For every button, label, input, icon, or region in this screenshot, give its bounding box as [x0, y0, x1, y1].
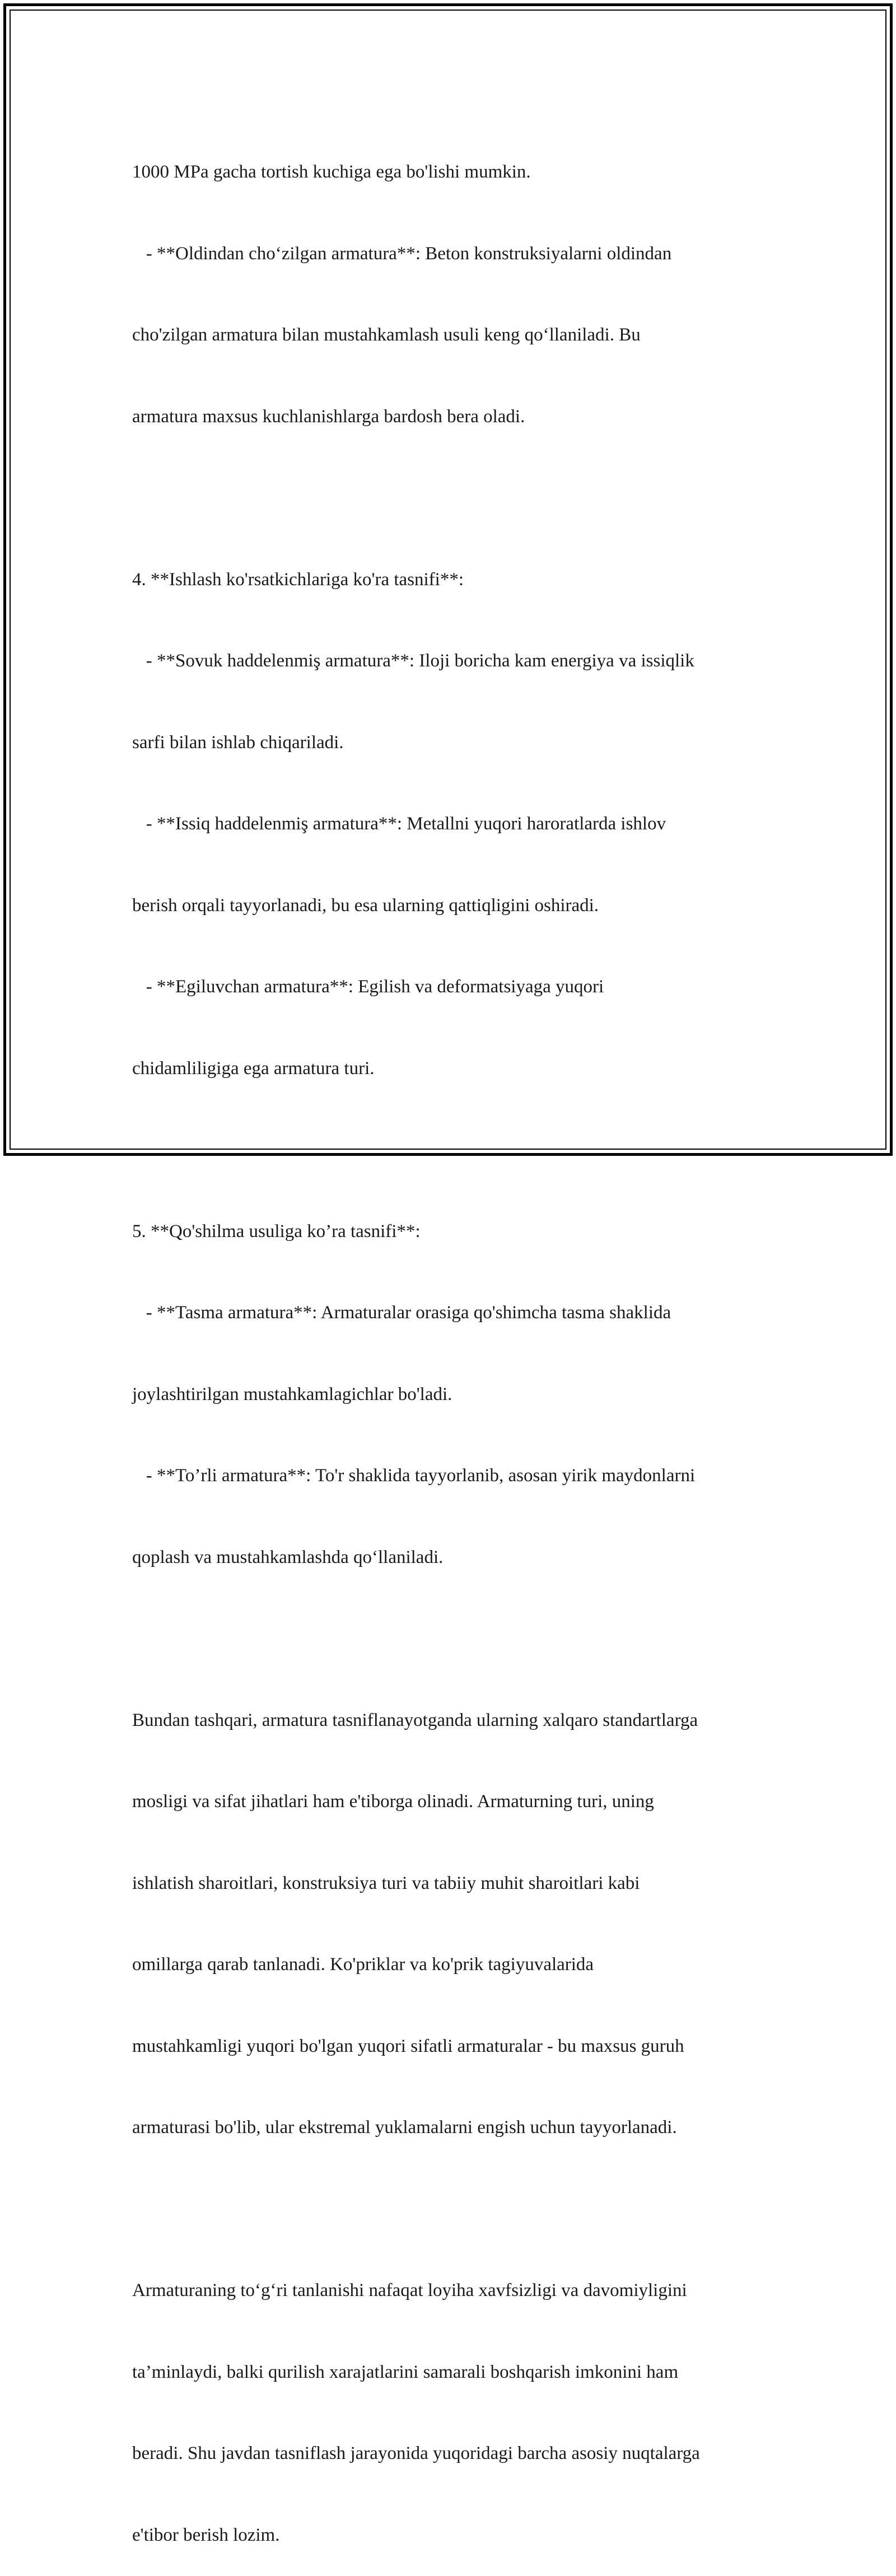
text-line: beradi. Shu javdan tasniflash jarayonida yuqoridagi barcha asosiy nuqtalarga [132, 2443, 700, 2463]
section-heading: 5. **Qo'shilma usuliga ko’ra tasnifi**: [132, 1221, 421, 1242]
text-line: - **Tasma armatura**: Armaturalar orasiga qo'shimcha tasma shaklida [132, 1303, 671, 1323]
text-line: armatura maxsus kuchlanishlarga bardosh bera oladi. [132, 406, 525, 427]
text-line: chidamliligiga ega armatura turi. [132, 1058, 375, 1079]
document-body [132, 104, 771, 2576]
text-line: e'tibor berish lozim. [132, 2524, 280, 2545]
text-line: mustahkamligi yuqori bo'lgan yuqori sifatli armaturalar - bu maxsus guruh [132, 2036, 684, 2056]
text-line: joylashtirilgan mustahkamlagichlar bo'ladi. [132, 1384, 452, 1404]
blank-line [132, 1625, 771, 1653]
blank-line [132, 1136, 771, 1164]
text-line: 1000 MPa gacha tortish kuchiga ega bo'lishi mumkin. [132, 162, 531, 182]
text-line: ta’minlaydi, balki qurilish xarajatlarini samarali boshqarish imkonini ham [132, 2362, 679, 2382]
text-line: ishlatish sharoitlari, konstruksiya turi va tabiiy muhit sharoitlari kabi [132, 1873, 640, 1893]
text-line: - **Egiluvchan armatura**: Egilish va deformatsiyaga yuqori [132, 977, 604, 997]
text-line: - **Issiq haddelenmiş armatura**: Metallni yuqori haroratlarda ishlov [132, 814, 666, 834]
blank-line [132, 2196, 771, 2223]
text-line: omillarga qarab tanlanadi. Ko'priklar va ko'prik tagiyuvalarida [132, 1954, 594, 1975]
text-line: - **To’rli armatura**: To'r shaklida tayyorlanib, asosan yirik maydonlarni [132, 1466, 696, 1486]
section-heading: 4. **Ishlash ko'rsatkichlariga ko'ra tasnifi**: [132, 569, 464, 590]
text-line: sarfi bilan ishlab chiqariladi. [132, 732, 344, 753]
text-line: berish orqali tayyorlanadi, bu esa ularning qattiqligini oshiradi. [132, 895, 599, 916]
text-line: cho'zilgan armatura bilan mustahkamlash usuli keng qo‘llaniladi. Bu [132, 325, 641, 345]
text-line: qoplash va mustahkamlashda qo‘llaniladi. [132, 1547, 444, 1567]
text-line: Bundan tashqari, armatura tasniflanayotganda ularning xalqaro standartlarga [132, 1710, 698, 1730]
text-line: - **Sovuk haddelenmiş armatura**: Iloji boricha kam energiya va issiqlik [132, 651, 694, 671]
text-line: armaturasi bo'lib, ular ekstremal yuklamalarni engish uchun tayyorlanadi. [132, 2117, 677, 2138]
text-line: mosligi va sifat jihatlari ham e'tiborga olinadi. Armaturning turi, uning [132, 1791, 654, 1812]
blank-line [132, 484, 771, 512]
text-line: - **Oldindan cho‘zilgan armatura**: Beton konstruksiyalarni oldindan [132, 243, 672, 264]
text-line: Armaturaning to‘g‘ri tanlanishi nafaqat loyiha xavfsizligi va davomiyligini [132, 2280, 687, 2300]
